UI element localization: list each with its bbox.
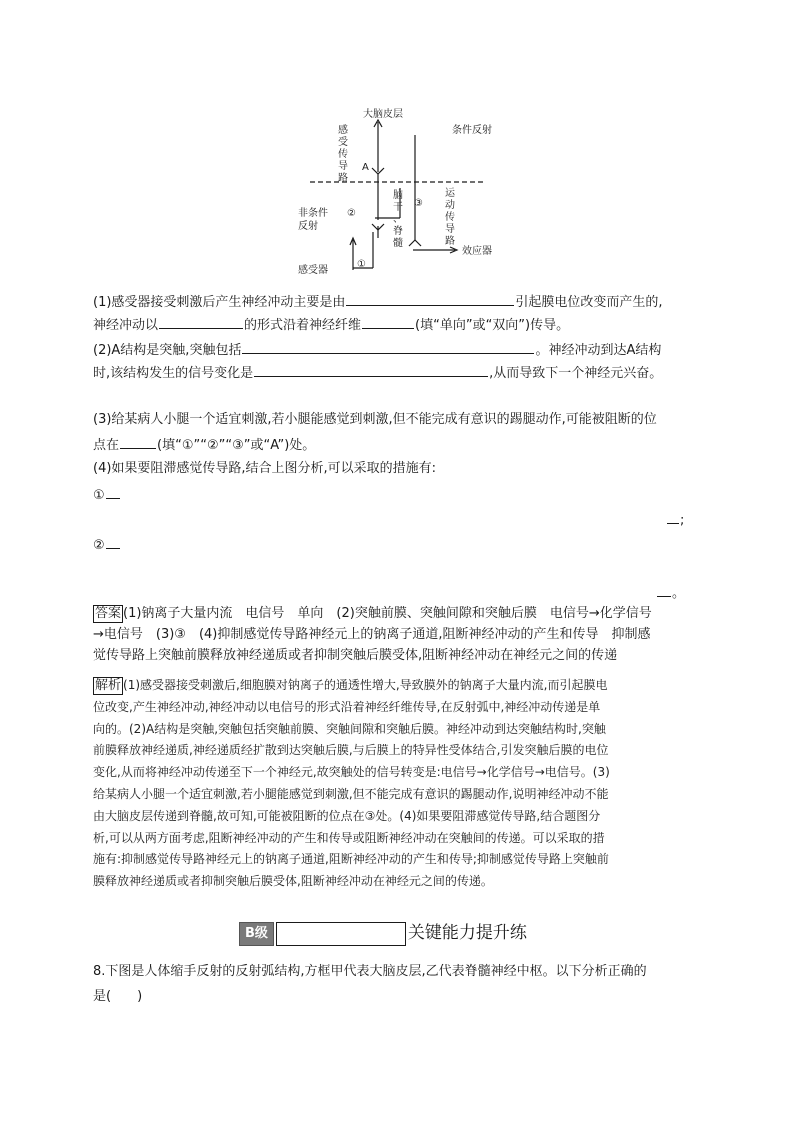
q2-line1	[93, 339, 661, 361]
circle-3-label: ③	[414, 198, 423, 209]
q1-text-a: (1)感受器接受刺激后产生神经冲动主要是由	[93, 295, 346, 310]
q4-item2-blank-end[interactable]	[657, 582, 671, 597]
q3-line2	[93, 434, 315, 456]
answer-tag: 答案	[95, 606, 122, 621]
q4-item1-end	[666, 509, 684, 531]
q4-intro: (4)如果要阻滞感觉传导路,结合上图分析,可以采取的措施有:	[93, 461, 437, 476]
q1-blank-2[interactable]	[159, 314, 243, 329]
motor-path-char-3: 传	[445, 212, 455, 223]
explanation-line-7: 由大脑皮层传递到脊髓,故可知,可能被阻断的位点在③处。(4)如果要阻滞感觉传导路,结合题图分	[93, 808, 601, 823]
q3-blank[interactable]	[120, 434, 156, 449]
q4-item1-blank-start[interactable]	[106, 484, 120, 499]
q3-text-b: (填“①”“②”“③”或“A”)处。	[157, 438, 316, 453]
answer-line-2: →电信号 (3)③ (4)抑制感觉传导路神经元上的钠离子通道,阻断神经冲动的产生和传导 抑制感	[93, 627, 651, 642]
sensory-path-char-5: 路	[338, 173, 348, 184]
explanation-block	[93, 675, 703, 893]
brainstem-char-4: 脊	[393, 226, 403, 237]
q4-item2	[93, 534, 121, 556]
brainstem-char-1: 脑	[393, 190, 403, 201]
explanation-line-3: 向的。(2)A结构是突触,突触包括突触前膜、突触间隙和突触后膜。神经冲动到达突触结构时,突触	[93, 721, 606, 736]
q2-text-a: (2)A结构是突触,突触包括	[93, 343, 242, 358]
receptor-label: 感受器	[298, 265, 328, 276]
q1-text-b: 引起膜电位改变而产生的,	[515, 295, 663, 310]
conditioned-reflex-label: 条件反射	[452, 125, 492, 136]
unconditioned-reflex-label-1: 非条件	[298, 208, 328, 219]
sensory-path-char-3: 传	[338, 149, 348, 160]
q2-line2	[93, 362, 662, 384]
reflex-arc-diagram	[285, 100, 505, 280]
sensory-path-char-4: 导	[338, 161, 348, 172]
motor-path-char-2: 动	[445, 200, 455, 211]
sensory-path-char-2: 受	[338, 137, 348, 148]
q1-blank-3[interactable]	[362, 314, 414, 329]
explanation-text-1: (1)感受器接受刺激后,细胞膜对钠离子的通透性增大,导致膜外的钠离子大量内流,而引起膜电	[123, 678, 608, 692]
explanation-tag: 解析	[95, 678, 122, 693]
q1-line2	[93, 314, 569, 336]
explanation-line-4: 前膜释放神经递质,神经递质经扩散到达突触后膜,与后膜上的特异性受体结合,引发突触后膜的电位	[93, 743, 609, 758]
effector-label: 效应器	[462, 246, 492, 257]
label-a: A	[362, 162, 369, 173]
q4-item2-end	[656, 582, 685, 604]
explanation-line-1	[93, 675, 703, 697]
q4-item1-blank-end[interactable]	[667, 509, 679, 524]
q3-line1: (3)给某病人小腿一个适宜刺激,若小腿能感觉到刺激,但不能完成有意识的踢腿动作,可能被阻断的位	[93, 412, 657, 427]
q3-text-a: 点在	[93, 438, 120, 453]
q2-text-c: 时,该结构发生的信号变化是	[93, 366, 254, 381]
q1-blank-1[interactable]	[346, 291, 514, 306]
explanation-line-8: 析,可以从两方面考虑,阻断神经冲动的产生和传导或阻断神经冲动在突触间的传递。可以采取的措	[93, 830, 605, 845]
explanation-line-5: 变化,从而将神经冲动传递至下一个神经元,故突触处的信号转变是:电信号→化学信号→电信号。(3)	[93, 765, 610, 780]
brainstem-char-5: 髓	[393, 238, 403, 249]
q4-item2-blank-start[interactable]	[106, 534, 120, 549]
q2-text-d: ,从而导致下一个神经元兴奋。	[489, 366, 663, 381]
answer-line-3: 觉传导路上突触前膜释放神经递质或者抑制突触后膜受体,阻断神经冲动在神经元之间的传递	[93, 648, 618, 663]
brainstem-char-3: 、	[393, 214, 403, 225]
level-badge: B级	[239, 922, 274, 946]
q8-line1: 8.下图是人体缩手反射的反射弧结构,方框甲代表大脑皮层,乙代表脊髓神经中枢。以下分析正确的	[93, 964, 647, 979]
q2-blank-1[interactable]	[242, 339, 534, 354]
explanation-line-6: 给某病人小腿一个适宜刺激,若小腿能感觉到刺激,但不能完成有意识的踢腿动作,说明神经冲动不能	[93, 786, 609, 801]
q1-line1	[93, 291, 663, 313]
explanation-line-10: 膜释放神经递质或者抑制突触后膜受体,阻断神经冲动在神经元之间的传递。	[93, 874, 493, 889]
explanation-line-9: 施有:抑制感觉传导路神经元上的钠离子通道,阻断神经冲动的产生和传导;抑制感觉传导路上突触前	[93, 852, 609, 867]
motor-path-char-1: 运	[445, 188, 455, 199]
q4-item1-punct: ;	[680, 513, 685, 528]
q2-text-b: 。神经冲动到达A结构	[535, 343, 662, 358]
answer-text-1: (1)钠离子大量内流 电信号 单向 (2)突触前膜、突触间隙和突触后膜 电信号→化学信号	[123, 606, 652, 621]
answer-block	[93, 603, 703, 666]
section-header	[239, 920, 527, 946]
q4-item2-punct: 。	[672, 586, 686, 601]
q1-text-d: 的形式沿着神经纤维	[244, 318, 362, 333]
section-title-box	[276, 922, 406, 946]
q4-item2-marker: ②	[93, 538, 105, 553]
circle-2-label: ②	[347, 208, 356, 219]
section-title: 关键能力提升练	[407, 923, 527, 943]
cerebral-cortex-label: 大脑皮层	[363, 109, 403, 120]
brainstem-char-2: 干	[393, 202, 403, 213]
motor-path-char-5: 路	[445, 236, 455, 247]
circle-1-label: ①	[357, 259, 366, 270]
unconditioned-reflex-label-2: 反射	[298, 221, 318, 232]
explanation-line-2: 位改变,产生神经冲动,神经冲动以电信号的形式沿着神经纤维传导,在反射弧中,神经冲动传递是单	[93, 699, 601, 714]
q4-item1	[93, 484, 121, 506]
q1-text-c: 神经冲动以	[93, 318, 159, 333]
q4-item1-marker: ①	[93, 488, 105, 503]
q2-blank-2[interactable]	[254, 362, 488, 377]
answer-line-1	[93, 603, 703, 624]
sensory-path-char-1: 感	[338, 125, 348, 136]
q8-line2: 是( )	[93, 989, 143, 1004]
q1-text-e: (填“单向”或“双向”)传导。	[415, 318, 570, 333]
motor-path-char-4: 导	[445, 224, 455, 235]
